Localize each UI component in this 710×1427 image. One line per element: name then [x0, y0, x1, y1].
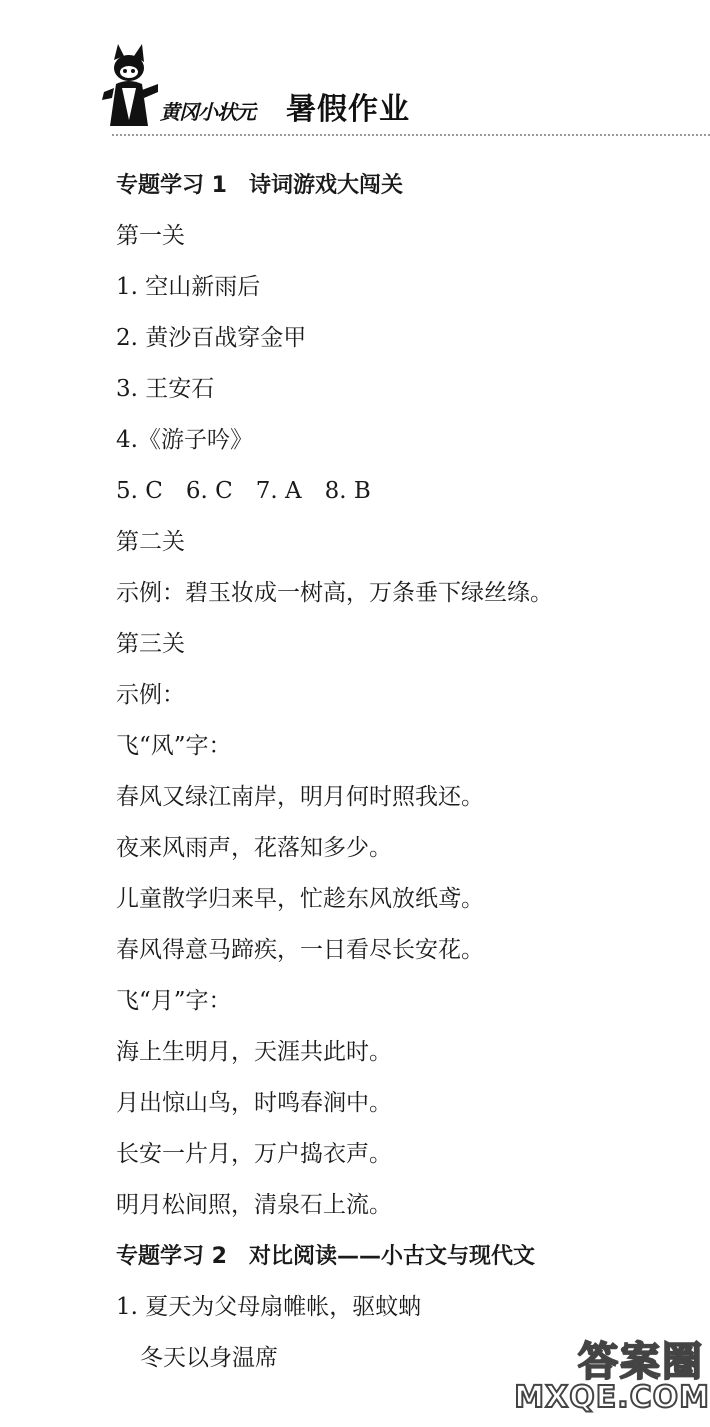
answer-line: 第二关 — [116, 529, 185, 555]
answer-content — [116, 160, 696, 1384]
answer-line: 月出惊山鸟，时鸣春涧中。 — [116, 1090, 392, 1116]
answer-line: 4.《游子吟》 — [116, 427, 253, 453]
header-title: 暑假作业 — [286, 92, 410, 127]
page-header — [100, 40, 700, 135]
answer-line: 示例： — [116, 682, 185, 708]
answer-line: 第一关 — [116, 223, 185, 249]
answer-line: 儿童散学归来早，忙趁东风放纸鸢。 — [116, 886, 484, 912]
section-heading: 专题学习 1 诗词游戏大闯关 — [116, 173, 403, 198]
answer-line: 示例：碧玉妆成一树高，万条垂下绿丝绦。 — [116, 580, 553, 606]
answer-line: 5. C 6. C 7. A 8. B — [116, 478, 371, 504]
site-watermark — [514, 1330, 710, 1427]
answer-line: 春风得意马蹄疾，一日看尽长安花。 — [116, 937, 484, 963]
answer-line: 1. 夏天为父母扇帷帐，驱蚊蚋 — [116, 1294, 422, 1320]
answer-line: 冬天以身温席 — [140, 1345, 278, 1371]
dotted-divider — [112, 134, 710, 136]
answer-line: 飞“月”字： — [116, 988, 232, 1014]
section-heading: 专题学习 2 对比阅读——小古文与现代文 — [116, 1244, 535, 1269]
answer-line: 1. 空山新雨后 — [116, 274, 261, 300]
mascot-logo-icon — [100, 40, 162, 132]
answer-line: 3. 王安石 — [116, 376, 215, 402]
answer-line: 春风又绿江南岸，明月何时照我还。 — [116, 784, 484, 810]
answer-line: 2. 黄沙百战穿金甲 — [116, 325, 307, 351]
answer-line: 长安一片月，万户捣衣声。 — [116, 1141, 392, 1167]
answer-line: 海上生明月，天涯共此时。 — [116, 1039, 392, 1065]
watermark-url-text: MXQE.COM — [514, 1380, 710, 1415]
answer-line: 夜来风雨声，花落知多少。 — [116, 835, 392, 861]
answer-line: 明月松间照，清泉石上流。 — [116, 1192, 392, 1218]
answer-line: 第三关 — [116, 631, 185, 657]
watermark-top-text: 答案圈 — [578, 1339, 704, 1385]
brand-logo-text: 黄冈小状元 — [160, 100, 255, 124]
answer-line: 飞“风”字： — [116, 733, 232, 759]
